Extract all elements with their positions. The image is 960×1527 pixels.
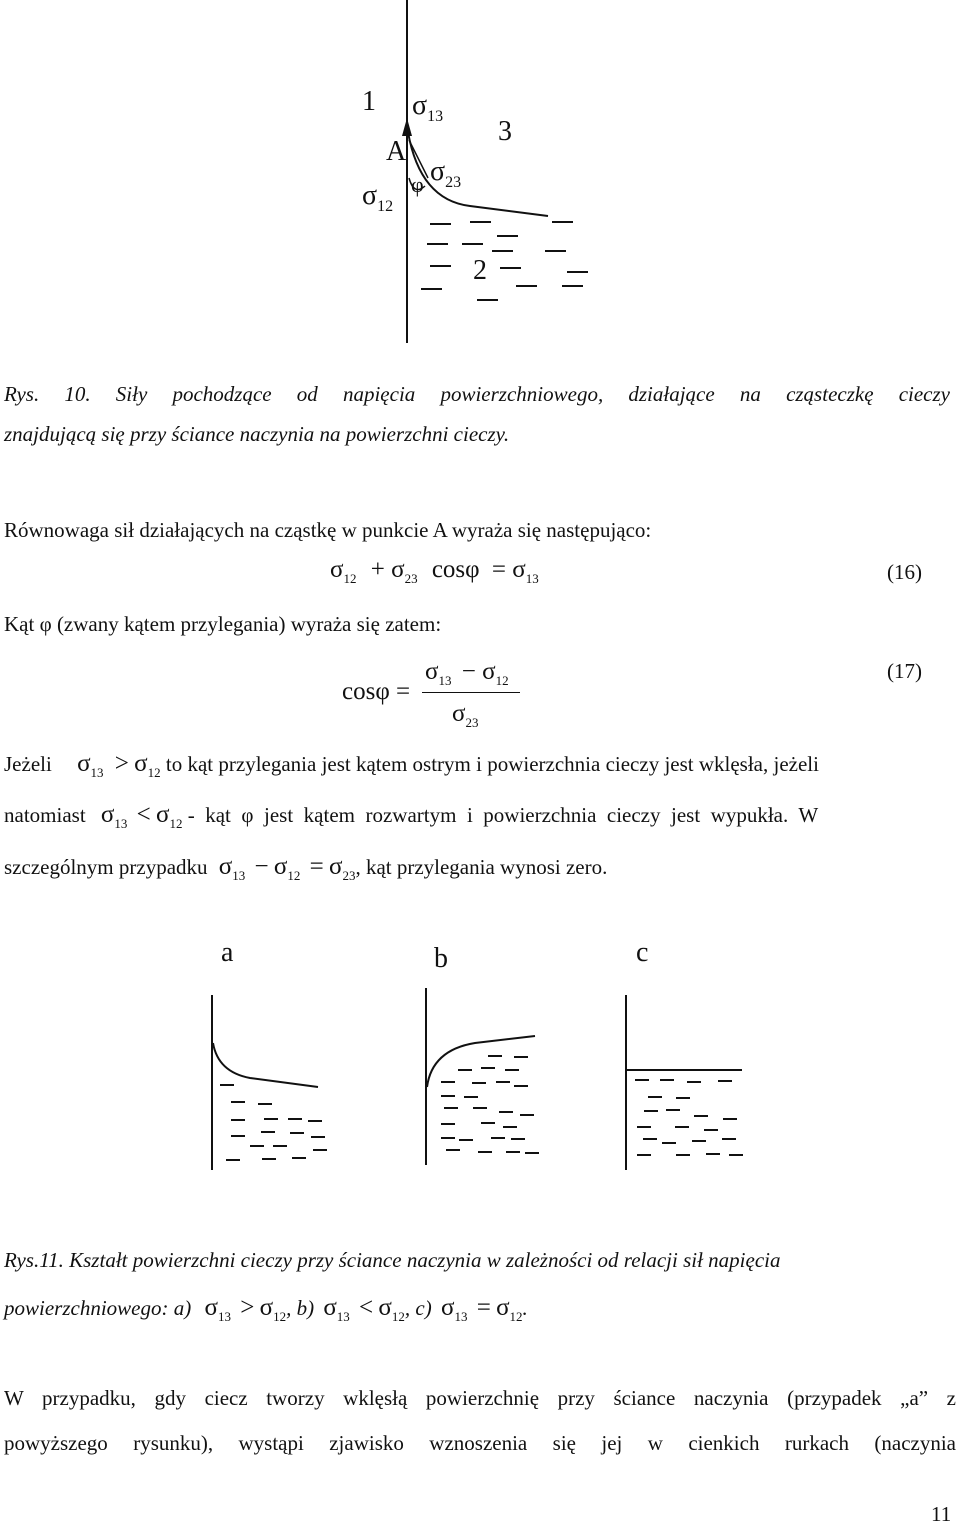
fig11-label-b: b xyxy=(434,943,448,974)
fig10-sigma23: $\sigma_{23}$ xyxy=(430,156,462,191)
fig11a-surface xyxy=(213,1043,318,1087)
fig11b-surface xyxy=(427,1036,535,1087)
figure-10-drawing xyxy=(0,0,960,360)
fig10-sigma13: $\sigma_{13}$ xyxy=(412,90,444,125)
paragraph-condition-line3: szczególnym przypadku $\sigma_{13} - \sigma_{12} = \sigma_{23}$, kąt przylegania wynosi zero. xyxy=(4,853,608,883)
figure-11-caption-line2: powierzchniowego: a) $\sigma_{13} > \sigma_{12}$, b) $\sigma_{13} < \sigma_{12}$, c) $\sigma_{13} = \sigma_{12}$. xyxy=(4,1294,528,1324)
fig10-phi: φ xyxy=(411,172,424,197)
equation-17-number: (17) xyxy=(887,659,922,683)
wall-arrow xyxy=(402,118,412,136)
equation-16-number: (16) xyxy=(887,560,922,584)
equation-17-lhs: cosφ = xyxy=(342,678,411,705)
paragraph-capillary-line2: powyższego rysunku), wystąpi zjawisko wznoszenia się jej w cienkich rurkach (naczynia xyxy=(4,1431,956,1455)
fig10-sigma12: $\sigma_{12}$ xyxy=(362,180,394,215)
paragraph-angle: Kąt φ (zwany kątem przylegania) wyraża się zatem: xyxy=(4,612,442,636)
equation-17-fraction-bar xyxy=(422,692,520,693)
fig11c-dashes xyxy=(635,1080,743,1155)
fig11a-dashes xyxy=(220,1085,327,1160)
equation-16: $\sigma_{12} + \sigma_{23}$ $\cos\varphi = \sigma_{13}$ xyxy=(330,556,539,586)
paragraph-condition-line2: natomiast $\sigma_{13} < \sigma_{12}$ - kąt φ jest kątem rozwartym i powierzchnia cieczy jest wypukła. W xyxy=(4,801,819,831)
fig10-label-1: 1 xyxy=(362,86,376,117)
liquid-surface-curve xyxy=(408,132,548,216)
equation-17-denominator: $\sigma_{23}$ xyxy=(452,700,479,730)
paragraph-capillary-line1: W przypadku, gdy ciecz tworzy wklęsłą powierzchnię przy ściance naczynia (przypadek „a” z xyxy=(4,1386,956,1410)
figure-10-caption-line2: znajdującą się przy ściance naczynia na powierzchni cieczy. xyxy=(4,422,510,446)
page-number: 11 xyxy=(931,1502,952,1526)
fig10-label-2: 2 xyxy=(473,255,487,286)
fig10-label-3: 3 xyxy=(498,116,512,147)
fig11-label-c: c xyxy=(636,937,649,968)
fig10-point-A: A xyxy=(386,136,407,167)
figure-10-caption-line1: Rys. 10. Siły pochodzące od napięcia powierzchniowego, działające na cząsteczkę cieczy xyxy=(4,382,950,406)
equation-17-numerator: $\sigma_{13} - \sigma_{12}$ xyxy=(425,658,509,688)
liquid-dashes xyxy=(421,222,588,300)
fig11b-dashes xyxy=(441,1056,539,1153)
figure-11-caption-line1: Rys.11. Kształt powierzchni cieczy przy ściance naczynia w zależności od relacji sił napięcia xyxy=(4,1248,781,1272)
fig11-label-a: a xyxy=(221,937,234,968)
paragraph-equilibrium: Równowaga sił działających na cząstkę w punkcie A wyraża się następująco: xyxy=(4,518,652,542)
paragraph-condition-line1: Jeżeli $\sigma_{13} > \sigma_{12}$ to kąt przylegania jest kątem ostrym i powierzchnia cieczy jest wklęsła, jeżeli xyxy=(4,750,819,780)
